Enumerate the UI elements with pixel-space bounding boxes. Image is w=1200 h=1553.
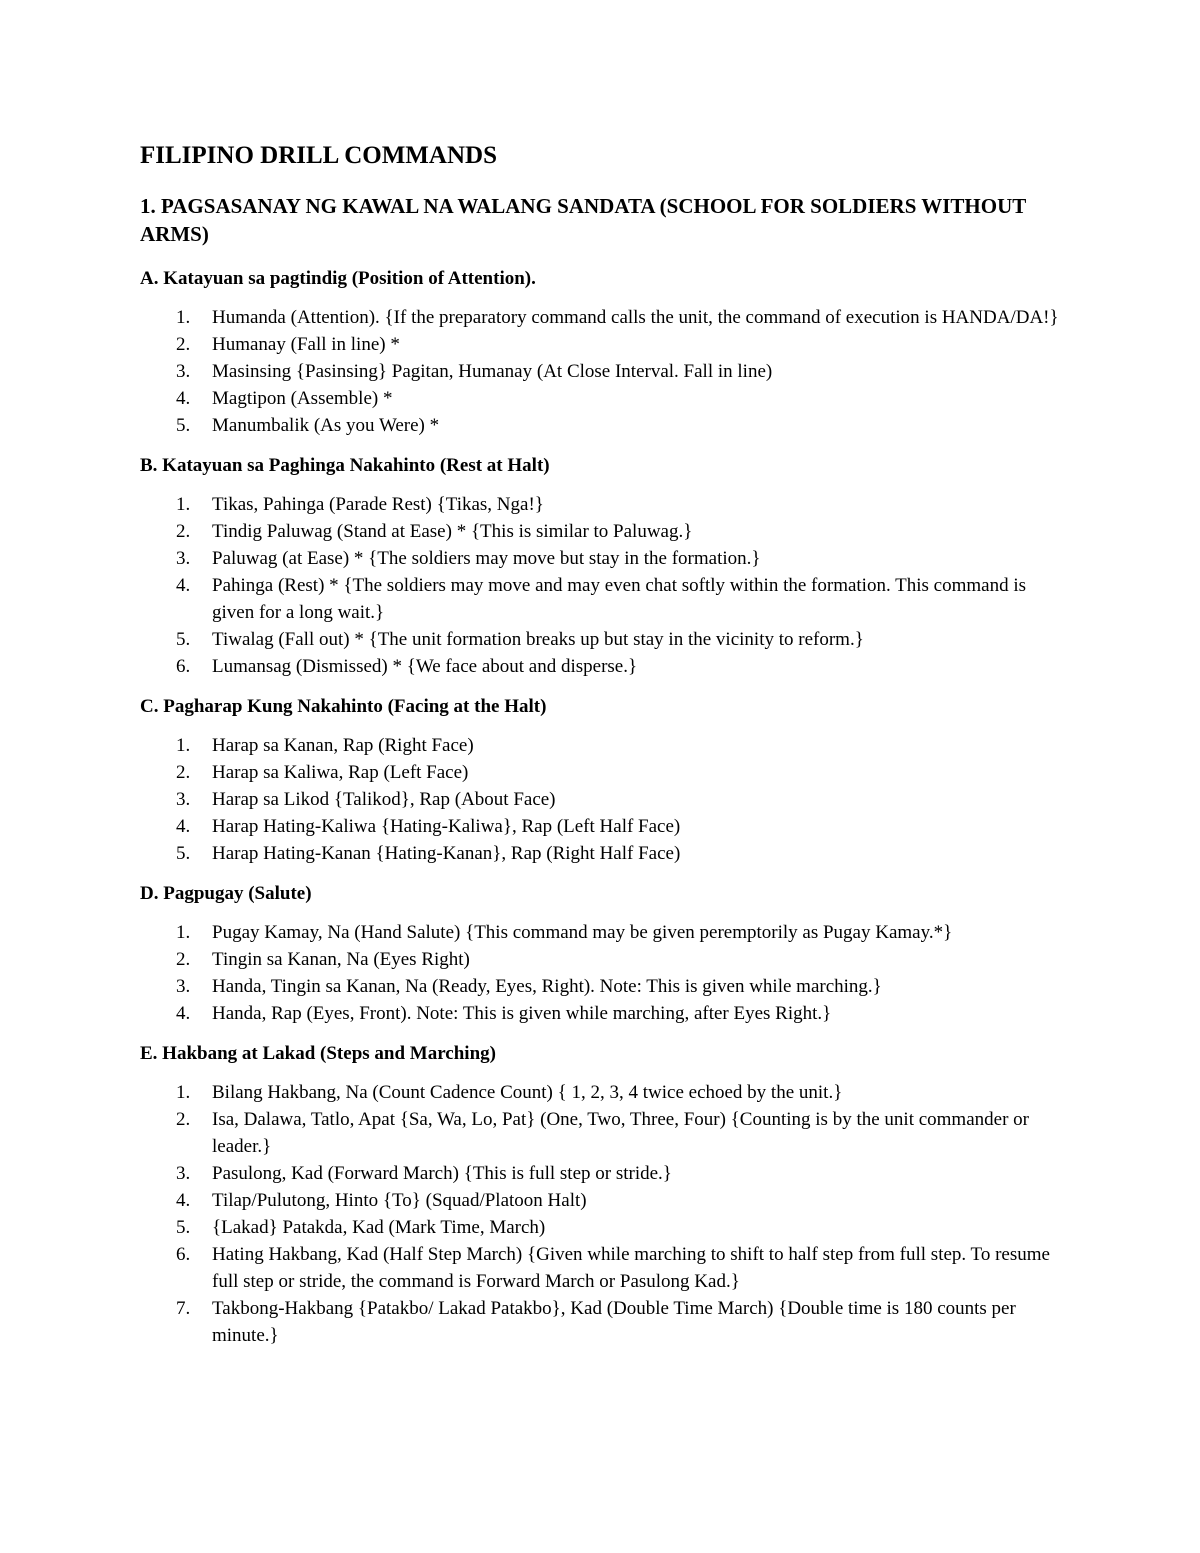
list-item: [140, 491, 1060, 518]
list-item-text: Humanda (Attention). {If the preparatory command calls the unit, the command of execution is HANDA/DA!}: [212, 307, 1059, 328]
list-item: [140, 840, 1060, 867]
section-heading: B. Katayuan sa Paghinga Nakahinto (Rest at Halt): [140, 455, 550, 476]
list-item-text: Pasulong, Kad (Forward March) {This is full step or stride.}: [212, 1163, 672, 1184]
list-item: [140, 1000, 1060, 1027]
list-item: [140, 653, 1060, 680]
list-item-number: 7.: [176, 1298, 191, 1319]
list-item: [140, 946, 1060, 973]
list-item: [140, 358, 1060, 385]
list-item-number: 2.: [176, 521, 191, 542]
command-list: [140, 304, 1060, 439]
list-item-number: 4.: [176, 816, 191, 837]
part-title: 1. PAGSASANAY NG KAWAL NA WALANG SANDATA (SCHOOL FOR SOLDIERS WITHOUT ARMS): [140, 194, 1026, 246]
list-item-number: 2.: [176, 949, 191, 970]
list-item-text: Handa, Tingin sa Kanan, Na (Ready, Eyes, Right). Note: This is given while marching.}: [212, 976, 882, 997]
list-item-number: 3.: [176, 1163, 191, 1184]
list-item-text: Hating Hakbang, Kad (Half Step March) {Given while marching to shift to half step from full step. To resume full step or stride, the command is Forward March or Pasulong Kad.}: [212, 1244, 1050, 1292]
command-list: [140, 1079, 1060, 1349]
list-item: [140, 919, 1060, 946]
list-item-number: 4.: [176, 1003, 191, 1024]
list-item-text: Manumbalik (As you Were) *: [212, 415, 440, 436]
list-item: [140, 304, 1060, 331]
list-item-number: 4.: [176, 1190, 191, 1211]
list-item: [140, 732, 1060, 759]
list-item: [140, 786, 1060, 813]
list-item-number: 2.: [176, 1109, 191, 1130]
list-item-text: Harap Hating-Kaliwa {Hating-Kaliwa}, Rap (Left Half Face): [212, 816, 681, 837]
section-heading: E. Hakbang at Lakad (Steps and Marching): [140, 1043, 496, 1064]
list-item-text: Isa, Dalawa, Tatlo, Apat {Sa, Wa, Lo, Pat} (One, Two, Three, Four) {Counting is by the unit commander or leader.}: [212, 1109, 1029, 1157]
section-heading: C. Pagharap Kung Nakahinto (Facing at the Halt): [140, 696, 547, 717]
list-item-text: Harap sa Kaliwa, Rap (Left Face): [212, 762, 469, 783]
list-item: [140, 1187, 1060, 1214]
list-item-text: Harap sa Kanan, Rap (Right Face): [212, 735, 474, 756]
command-list: [140, 919, 1060, 1027]
list-item-number: 5.: [176, 843, 191, 864]
list-item-number: 2.: [176, 334, 191, 355]
list-item-text: Handa, Rap (Eyes, Front). Note: This is given while marching, after Eyes Right.}: [212, 1003, 832, 1024]
list-item: [140, 412, 1060, 439]
list-item-number: 5.: [176, 629, 191, 650]
list-item-number: 3.: [176, 548, 191, 569]
list-item-text: Harap sa Likod {Talikod}, Rap (About Face): [212, 789, 556, 810]
section: [140, 694, 1060, 867]
list-item-text: Tiwalag (Fall out) * {The unit formation breaks up but stay in the vicinity to reform.}: [212, 629, 864, 650]
section: [140, 266, 1060, 439]
list-item: [140, 759, 1060, 786]
list-item-number: 5.: [176, 1217, 191, 1238]
section: [140, 453, 1060, 680]
list-item: [140, 626, 1060, 653]
list-item-number: 1.: [176, 922, 191, 943]
list-item: [140, 518, 1060, 545]
list-item-number: 4.: [176, 388, 191, 409]
section: [140, 881, 1060, 1027]
document-content: [140, 140, 1060, 1363]
list-item-number: 2.: [176, 762, 191, 783]
list-item-text: Tikas, Pahinga (Parade Rest) {Tikas, Nga!}: [212, 494, 544, 515]
list-item-number: 5.: [176, 415, 191, 436]
list-item: [140, 545, 1060, 572]
list-item-text: Pugay Kamay, Na (Hand Salute) {This command may be given peremptorily as Pugay Kamay.*}: [212, 922, 953, 943]
list-item-text: Humanay (Fall in line) *: [212, 334, 400, 355]
command-list: [140, 491, 1060, 680]
list-item: [140, 1106, 1060, 1160]
list-item-number: 3.: [176, 976, 191, 997]
list-item-number: 1.: [176, 1082, 191, 1103]
list-item-text: Magtipon (Assemble) *: [212, 388, 393, 409]
list-item: [140, 1214, 1060, 1241]
list-item: [140, 385, 1060, 412]
list-item: [140, 572, 1060, 626]
list-item-number: 3.: [176, 361, 191, 382]
section-heading: D. Pagpugay (Salute): [140, 883, 312, 904]
list-item-number: 1.: [176, 494, 191, 515]
list-item-text: Paluwag (at Ease) * {The soldiers may move but stay in the formation.}: [212, 548, 761, 569]
list-item: [140, 331, 1060, 358]
list-item-text: Tilap/Pulutong, Hinto {To} (Squad/Platoon Halt): [212, 1190, 587, 1211]
list-item-text: Masinsing {Pasinsing} Pagitan, Humanay (At Close Interval. Fall in line): [212, 361, 773, 382]
list-item-number: 1.: [176, 735, 191, 756]
list-item-number: 4.: [176, 575, 191, 596]
section-heading: A. Katayuan sa pagtindig (Position of Attention).: [140, 268, 536, 289]
command-list: [140, 732, 1060, 867]
list-item: [140, 1295, 1060, 1349]
list-item-text: Takbong-Hakbang {Patakbo/ Lakad Patakbo}, Kad (Double Time March) {Double time is 180 counts per minute.}: [212, 1298, 1016, 1346]
section: [140, 1041, 1060, 1349]
list-item-text: Lumansag (Dismissed) * {We face about and disperse.}: [212, 656, 638, 677]
sections-container: [140, 266, 1060, 1349]
document-title: FILIPINO DRILL COMMANDS: [140, 142, 497, 169]
list-item: [140, 1079, 1060, 1106]
list-item-number: 6.: [176, 1244, 191, 1265]
list-item-number: 3.: [176, 789, 191, 810]
list-item: [140, 973, 1060, 1000]
list-item-number: 6.: [176, 656, 191, 677]
list-item-text: Tingin sa Kanan, Na (Eyes Right): [212, 949, 470, 970]
list-item-text: {Lakad} Patakda, Kad (Mark Time, March): [212, 1217, 546, 1238]
list-item-text: Pahinga (Rest) * {The soldiers may move and may even chat softly within the formation. This command is given for a long wait.}: [212, 575, 1026, 623]
list-item: [140, 813, 1060, 840]
list-item: [140, 1160, 1060, 1187]
list-item-text: Harap Hating-Kanan {Hating-Kanan}, Rap (Right Half Face): [212, 843, 681, 864]
list-item-number: 1.: [176, 307, 191, 328]
list-item-text: Tindig Paluwag (Stand at Ease) * {This is similar to Paluwag.}: [212, 521, 693, 542]
list-item-text: Bilang Hakbang, Na (Count Cadence Count) { 1, 2, 3, 4 twice echoed by the unit.}: [212, 1082, 843, 1103]
list-item: [140, 1241, 1060, 1295]
